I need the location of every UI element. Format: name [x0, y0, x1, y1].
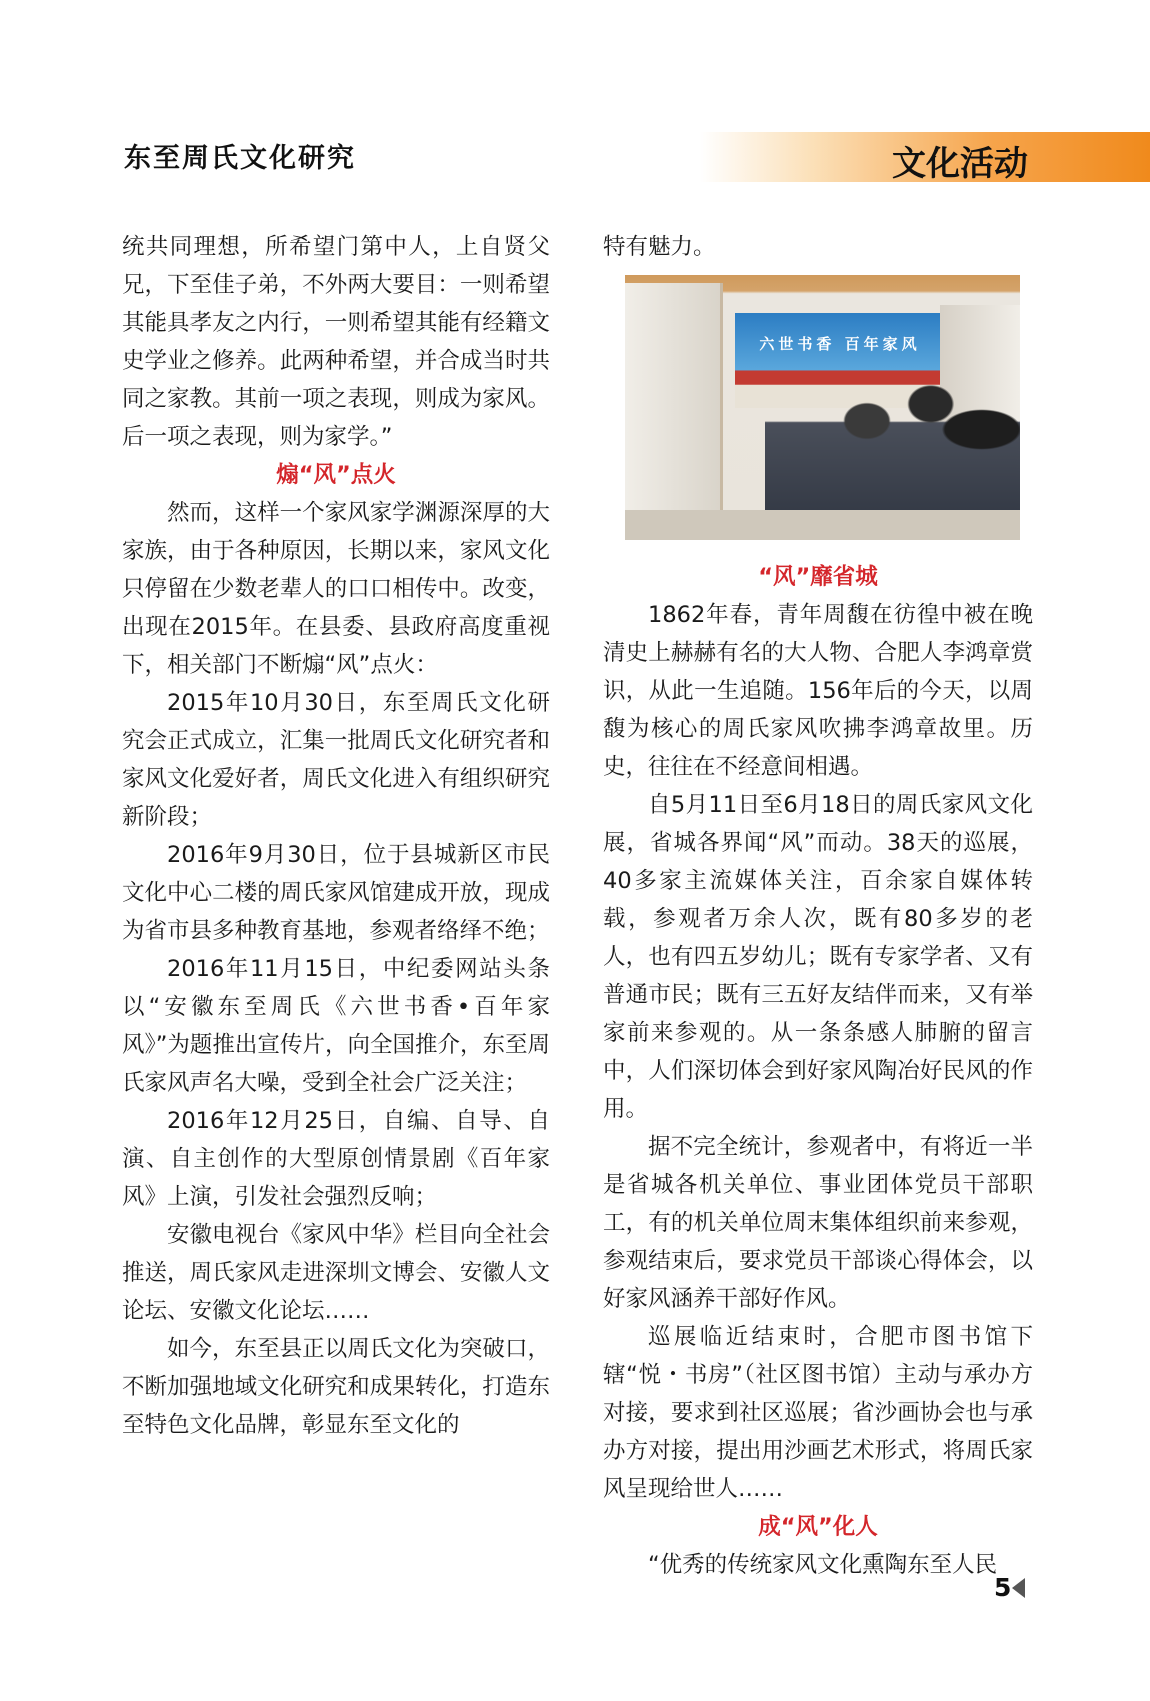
left-column [122, 228, 550, 1444]
paragraph: 2015年10月30日，东至周氏文化研究会正式成立，汇集一批周氏文化研究者和家风文化爱好者，周氏文化进入有组织研究新阶段； [122, 690, 550, 830]
section-title: 文化活动 [892, 144, 1028, 184]
journal-title: 东至周氏文化研究 [124, 143, 356, 174]
paragraph: 统共同理想，所希望门第中人，上自贤父兄，下至佳子弟，不外两大要目：一则希望其能具孝友之内行，一则希望其能有经籍文史学业之修养。此两种希望，并合成当时共同之家教。其前一项之表现，则成为家风。后一项之表现，则为家学。” [122, 234, 550, 450]
paragraph: 2016年12月25日，自编、自导、自演、自主创作的大型原创情景剧《百年家风》上演，引发社会强烈反响； [122, 1108, 550, 1210]
paragraph: 据不完全统计，参观者中，有将近一半是省城各机关单位、事业团体党员干部职工，有的机关单位周末集体组织前来参观，参观结束后，要求党员干部谈心得体会，以好家风涵养干部好作风。 [603, 1134, 1033, 1312]
paragraph: 自5月11日至6月18日的周氏家风文化展，省城各界闻“风”而动。38天的巡展，40多家主流媒体关注，百余家自媒体转载，参观者万余人次，既有80多岁的老人，也有四五岁幼儿；既有专家学者、又有普通市民；既有三五好友结伴而来，又有举家前来参观的。从一条条感人肺腑的留言中，人们深切体会到好家风陶冶好民风的作用。 [603, 792, 1033, 1122]
floor [625, 510, 1020, 540]
paragraph: 安徽电视台《家风中华》栏目向全社会推送，周氏家风走进深圳文博会、安徽人文论坛、安徽文化论坛…… [122, 1222, 550, 1324]
exhibition-photo [625, 275, 1020, 540]
paragraph: 如今，东至县正以周氏文化为突破口，不断加强地域文化研究和成果转化，打造东至特色文化品牌，彰显东至文化的 [122, 1336, 550, 1438]
page-arrow-icon [1012, 1578, 1025, 1598]
subheading: 煽“风”点火 [276, 462, 396, 488]
display-panel [625, 283, 723, 523]
right-column [603, 228, 1033, 1584]
paragraph: 特有魅力。 [603, 234, 716, 260]
page-number: 5 [994, 1573, 1012, 1602]
paragraph: 巡展临近结束时，合肥市图书馆下辖“悦・书房”（社区图书馆）主动与承办方对接，要求到社区巡展；省沙画协会也与承办方对接，提出用沙画艺术形式，将周氏家风呈现给世人…… [603, 1324, 1033, 1502]
subheading: 成“风”化人 [758, 1514, 878, 1540]
paragraph: 1862年春，青年周馥在彷徨中被在晚清史上赫赫有名的大人物、合肥人李鸿章赏识，从此一生追随。156年后的今天，以周馥为核心的周氏家风吹拂李鸿章故里。历史，往往在不经意间相遇。 [603, 602, 1033, 780]
paragraph: 然而，这样一个家风家学渊源深厚的大家族，由于各种原因，长期以来，家风文化只停留在少数老辈人的口口相传中。改变，出现在2015年。在县委、县政府高度重视下，相关部门不断煽“风”点火： [122, 500, 550, 678]
exhibition-banner: 六世书香 百年家风 [759, 335, 921, 353]
paragraph: 2016年9月30日，位于县城新区市民文化中心二楼的周氏家风馆建成开放，现成为省市县多种教育基地，参观者络绎不绝； [122, 842, 550, 944]
paragraph: “优秀的传统家风文化熏陶东至人民 [648, 1552, 998, 1578]
paragraph: 2016年11月15日，中纪委网站头条以“安徽东至周氏《六世书香•百年家风》”为题推出宣传片，向全国推介，东至周氏家风声名大噪，受到全社会广泛关注； [122, 956, 550, 1096]
subheading: “风”靡省城 [758, 564, 878, 590]
